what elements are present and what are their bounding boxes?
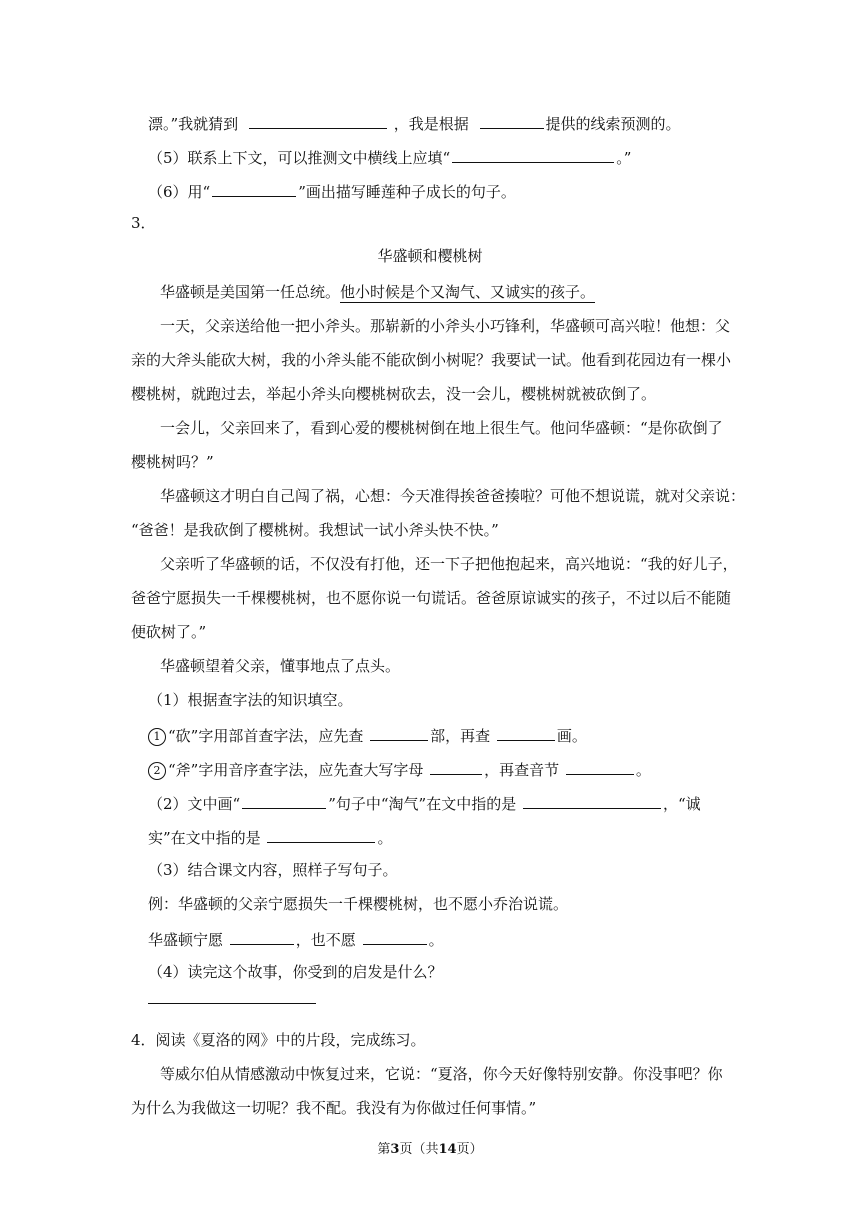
answer-blank[interactable]	[430, 758, 482, 775]
passage-line: 便砍树了。”	[131, 623, 207, 641]
text: 页）	[456, 1142, 483, 1157]
answer-blank[interactable]	[497, 724, 555, 741]
underline-sample	[212, 180, 296, 197]
text: 。	[377, 829, 393, 847]
subquestion-2-cont	[148, 826, 392, 848]
text: ，“诚	[663, 795, 701, 813]
text: 3．	[131, 214, 156, 232]
example-sentence: 例：华盛顿的父亲宁愿损失一千棵樱桃树，也不愿小乔治说谎。	[148, 895, 569, 913]
text: 提供的线索预测的。	[545, 115, 681, 133]
text: 画。	[556, 727, 587, 745]
circled-number: 2	[148, 762, 166, 780]
passage-line: 樱桃树吗？”	[131, 453, 214, 471]
passage-line: 樱桃树，就跑过去，举起小斧头向樱桃树砍去，没一会儿，樱桃树就被砍倒了。	[131, 385, 657, 403]
subquestion-1: （1）根据查字法的知识填空。	[148, 691, 353, 709]
text: ，我是根据	[393, 115, 469, 133]
text: （5）联系上下文，可以推测文中横线上应填“	[148, 149, 451, 167]
text: 实”在文中指的是	[148, 829, 261, 847]
answer-blank[interactable]	[230, 928, 294, 945]
question-4: 4．阅读《夏洛的网》中的片段，完成练习。	[131, 1031, 426, 1049]
text: ，再查音节	[484, 761, 560, 779]
text: ，也不愿	[295, 931, 356, 949]
subquestion-3: （3）结合课文内容，照样子写句子。	[148, 861, 398, 879]
answer-blank[interactable]	[249, 112, 387, 129]
underlined-sentence: 他小时候是个又淘气、又诚实的孩子。	[340, 283, 596, 301]
text: （6）用“	[148, 183, 211, 201]
passage-line: 父亲听了华盛顿的话，不仅没有打他，还一下子把他抱起来，高兴地说：“我的好儿子，	[160, 555, 738, 573]
text: “斧”字用音序查字法，应先查大写字母	[168, 761, 424, 779]
passage-title: 华盛顿和樱桃树	[377, 247, 483, 265]
passage-line: “爸爸！是我砍倒了樱桃树。我想试一试小斧头快不快。”	[131, 521, 499, 539]
passage-paragraph	[160, 282, 595, 302]
passage-line: 等威尔伯从情感激动中恢复过来，它说：“夏洛，你今天好像特别安静。你没事吧？你	[160, 1065, 723, 1083]
question-6	[148, 180, 516, 202]
underline-sample	[242, 792, 326, 809]
subquestion-2	[148, 792, 701, 814]
answer-line[interactable]	[148, 1002, 316, 1004]
subquestion-1a	[148, 724, 587, 746]
text: 。	[635, 761, 651, 779]
circled-number: 1	[148, 728, 166, 746]
page-number: 3	[390, 1142, 400, 1157]
passage-line: 一会儿，父亲回来了，看到心爱的樱桃树倒在地上很生气。他问华盛顿：“是你砍倒了	[160, 419, 723, 437]
text: 华盛顿是美国第一任总统。	[160, 283, 341, 301]
passage-line: 为什么为我做这一切呢？我不配。我没有为你做过任何事情。”	[131, 1099, 537, 1117]
passage-line: 华盛顿这才明白自己闯了祸，心想：今天准得挨爸爸揍啦？可他不想说谎，就对父亲说：	[160, 487, 746, 505]
question-number	[131, 213, 156, 233]
text: 。”	[616, 149, 632, 167]
answer-blank[interactable]	[523, 792, 661, 809]
passage-line: 亲的大斧头能砍大树，我的小斧头能不能砍倒小树呢？我要试一试。他看到花园边有一棵小	[131, 351, 732, 369]
passage-line	[148, 112, 681, 134]
text: “砍”字用部首查字法，应先查	[168, 727, 364, 745]
fill-sentence	[148, 928, 444, 950]
answer-blank[interactable]	[267, 826, 375, 843]
answer-blank[interactable]	[566, 758, 634, 775]
total-pages: 14	[438, 1142, 457, 1157]
text: 页（共	[399, 1142, 439, 1157]
answer-blank[interactable]	[370, 724, 428, 741]
answer-blank[interactable]	[363, 928, 427, 945]
text: 华盛顿宁愿	[148, 931, 224, 949]
question-5	[148, 146, 631, 168]
text: 部，再查	[430, 727, 491, 745]
answer-blank[interactable]	[452, 146, 614, 163]
subquestion-1b	[148, 758, 651, 780]
passage-line: 爸爸宁愿损失一千棵樱桃树，也不愿你说一句谎话。爸爸原谅诚实的孩子，不过以后不能随	[131, 589, 732, 607]
text: ”画出描写睡莲种子成长的句子。	[298, 183, 516, 201]
text: 第	[377, 1142, 391, 1157]
page-footer	[0, 1141, 860, 1159]
subquestion-4: （4）读完这个故事，你受到的启发是什么？	[148, 963, 443, 981]
text: （2）文中画“	[148, 795, 241, 813]
answer-blank[interactable]	[480, 112, 544, 129]
passage-line: 一天，父亲送给他一把小斧头。那崭新的小斧头小巧锋利，华盛顿可高兴啦！他想：父	[160, 317, 731, 335]
text: 。	[428, 931, 444, 949]
text: 漂。”我就猜到	[148, 115, 239, 133]
passage-line: 华盛顿望着父亲，懂事地点了点头。	[160, 657, 401, 675]
text: ”句子中“淘气”在文中指的是	[328, 795, 517, 813]
